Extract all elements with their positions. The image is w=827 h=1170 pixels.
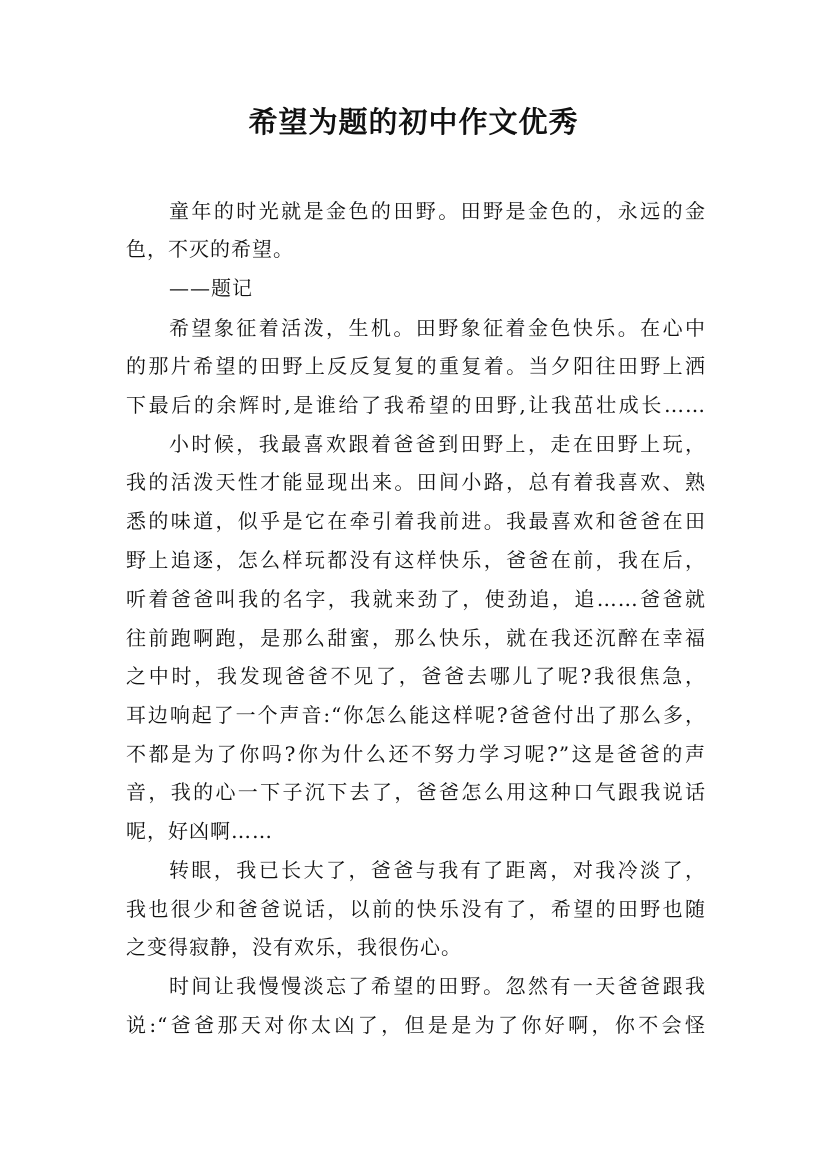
paragraph-line: 耳边响起了一个声音:“你怎么能这样呢?爸爸付出了那么多， <box>126 703 706 727</box>
paragraph-line: 下最后的余辉时,是谁给了我希望的田野,让我茁壮成长…… <box>126 393 706 417</box>
paragraph-line: 说:“爸爸那天对你太凶了，但是是为了你好啊，你不会怪 <box>126 1013 706 1037</box>
paragraph-line: 之中时，我发现爸爸不见了，爸爸去哪儿了呢?我很焦急， <box>126 664 706 688</box>
paragraph-line: 小时候，我最喜欢跟着爸爸到田野上，走在田野上玩， <box>169 432 706 456</box>
paragraph-line: 童年的时光就是金色的田野。田野是金色的，永远的金 <box>169 199 706 223</box>
paragraph-line: 呢，好凶啊…… <box>126 819 273 843</box>
paragraph-line: 悉的味道，似乎是它在牵引着我前进。我最喜欢和爸爸在田 <box>126 509 706 533</box>
paragraph-line: 之变得寂静，没有欢乐，我很伤心。 <box>126 935 462 959</box>
paragraph-line: 的那片希望的田野上反反复复的重复着。当夕阳往田野上洒 <box>126 354 706 378</box>
paragraph-line: 我也很少和爸爸说话，以前的快乐没有了，希望的田野也随 <box>126 897 706 921</box>
paragraph-line: 野上追逐，怎么样玩都没有这样快乐，爸爸在前，我在后， <box>126 548 706 572</box>
epigraph-attribution: ——题记 <box>169 276 253 300</box>
paragraph-line: 我的活泼天性才能显现出来。田间小路，总有着我喜欢、熟 <box>126 470 706 494</box>
paragraph-line: 色，不灭的希望。 <box>126 237 294 261</box>
paragraph-line: 听着爸爸叫我的名字，我就来劲了，使劲追，追……爸爸就 <box>126 587 706 611</box>
paragraph-line: 往前跑啊跑，是那么甜蜜，那么快乐，就在我还沉醉在幸福 <box>126 626 706 650</box>
paragraph-line: 希望象征着活泼，生机。田野象征着金色快乐。在心中 <box>169 316 706 340</box>
paragraph-line: 不都是为了你吗?你为什么还不努力学习呢?”这是爸爸的声 <box>126 742 706 766</box>
paragraph-line: 转眼，我已长大了，爸爸与我有了距离，对我冷淡了， <box>169 858 706 882</box>
paragraph-line: 音，我的心一下子沉下去了，爸爸怎么用这种口气跟我说话 <box>126 780 706 804</box>
document-title: 希望为题的初中作文优秀 <box>248 105 579 139</box>
paragraph-line: 时间让我慢慢淡忘了希望的田野。忽然有一天爸爸跟我 <box>169 974 706 998</box>
